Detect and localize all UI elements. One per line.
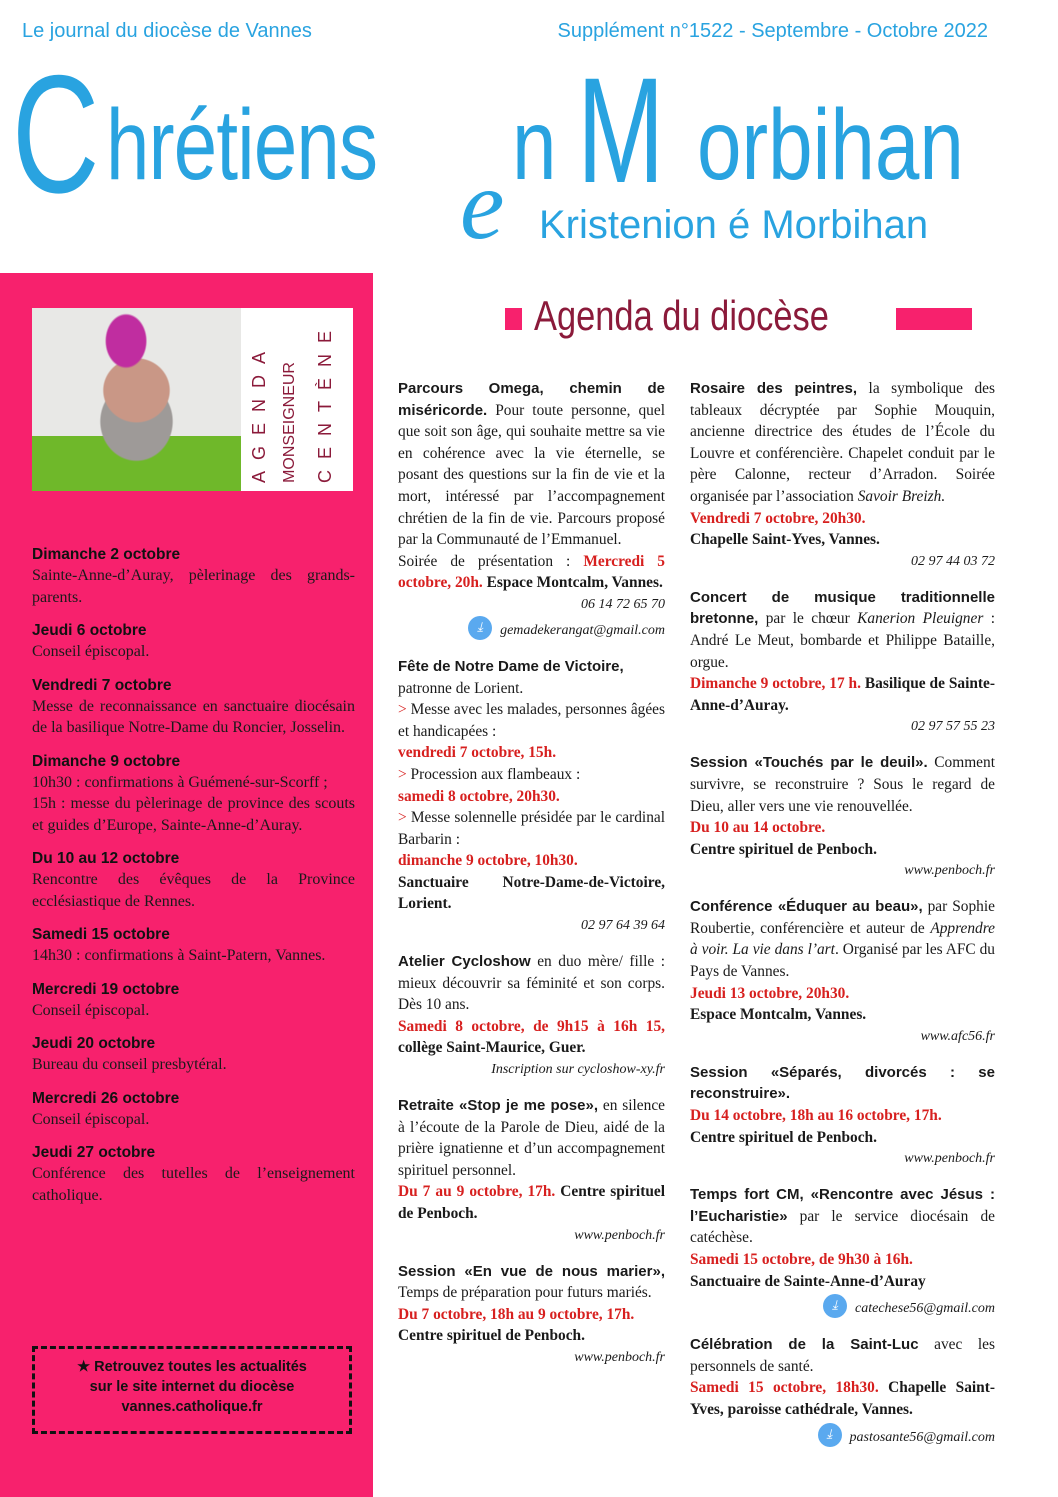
event-title: Parcours Omega, chemin de miséricorde.: [398, 380, 665, 419]
item-date: Vendredi 7 octobre: [32, 676, 172, 694]
event-date: Samedi 15 octobre, 18h30.: [690, 1379, 879, 1397]
item-date: Jeudi 6 octobre: [32, 622, 147, 639]
event-contact[interactable]: www.afc56.fr: [920, 1028, 995, 1044]
event-text: par le service diocésain de catéchèse.: [690, 1207, 995, 1247]
event-contact[interactable]: www.penboch.fr: [574, 1349, 665, 1365]
arrow-icon: >: [398, 765, 407, 783]
event-text-2: . Organisé par les AFC du Pays de Vannes.: [690, 941, 995, 981]
event-title: Session «Séparés, divorcés : se reconstruire».: [690, 1063, 995, 1103]
event-place: Chapelle Saint-Yves, Vannes.: [690, 531, 880, 549]
event-phone: 02 97 57 55 23: [911, 719, 995, 735]
item-date: Mercredi 26 octobre: [32, 1089, 180, 1107]
event-date-1: vendredi 7 octobre, 15h.: [398, 744, 557, 762]
event-text: Temps de préparation pour futurs mariés.: [398, 1284, 652, 1302]
event-place: Espace Montcalm, Vannes.: [482, 574, 663, 592]
event-separes: [690, 1062, 995, 1168]
photo-caption-box: [241, 308, 353, 491]
website-promo-box: [32, 1346, 352, 1434]
event-text: Pour toute personne, quel que soit son âge, qui souhaite mettre sa vie en cohérence avec la vie éternelle, se posant des questions sur la fin de vie et la mort, intéressé par l’accompagnement chrétien de la fin de vie. Parcours proposé par la Communauté de l’Emmanuel.: [398, 401, 665, 549]
event-italic: Savoir Breizh.: [857, 487, 946, 505]
arrow-icon: >: [398, 809, 407, 827]
item-date: Dimanche 9 octobre: [32, 752, 181, 770]
logo-letter-m: M: [577, 46, 665, 214]
event-place: Centre spirituel de Penboch.: [398, 1327, 585, 1345]
event-line-2: Procession aux flambeaux :: [406, 765, 581, 783]
event-date: Vendredi 7 octobre, 20h30.: [690, 509, 866, 527]
item-date: Du 10 au 12 octobre: [32, 850, 180, 867]
event-phone: 02 97 44 03 72: [911, 553, 995, 569]
list-item: [32, 545, 355, 608]
caption-monseigneur: MONSEIGNEUR: [281, 362, 298, 483]
event-title: Conférence «Éduquer au beau»,: [690, 898, 923, 916]
item-desc: Conseil épiscopal.: [32, 1110, 150, 1128]
event-title: Atelier Cycloshow: [398, 953, 531, 971]
list-item: [32, 925, 355, 967]
event-date: Samedi 15 octobre, de 9h30 à 16h.: [690, 1251, 913, 1268]
event-contact[interactable]: www.penboch.fr: [574, 1227, 665, 1243]
bishop-agenda-list: [32, 545, 355, 1219]
item-desc: 10h30 : confirmations à Guémené-sur-Scorff ;: [32, 773, 328, 791]
promo-line-2: sur le site internet du diocèse: [89, 1379, 295, 1395]
list-item: [32, 1143, 355, 1206]
event-text: patronne de Lorient.: [398, 679, 524, 697]
event-parcours-omega: [398, 378, 665, 640]
event-place: Basilique de Sainte-Anne-d’Auray.: [690, 675, 995, 714]
item-desc: Conseil épiscopal.: [32, 643, 150, 660]
event-title: Concert de musique traditionnelle bretonne,: [690, 588, 995, 628]
event-retraite: [398, 1095, 665, 1245]
event-italic: Apprendre à voir. La vie dans l’art: [690, 919, 995, 959]
event-date: Mercredi 5 octobre, 20h.: [398, 552, 665, 592]
logo-letter-c: C: [12, 40, 100, 228]
event-italic: Kanerion Pleuigner: [857, 610, 984, 628]
item-date: Jeudi 20 octobre: [32, 1035, 156, 1052]
event-email[interactable]: catechese56@gmail.com: [855, 1301, 995, 1317]
event-email[interactable]: gemadekerangat@gmail.com: [500, 622, 665, 638]
website-link[interactable]: vannes.catholique.fr: [121, 1399, 263, 1415]
event-temps-fort-cm: [690, 1184, 995, 1318]
logo-letter-e: e: [460, 149, 505, 260]
logo-word-morbihan: orbihan: [697, 89, 964, 201]
event-cycloshow: [398, 951, 665, 1079]
issue-label: Supplément n°1522 - Septembre - Octobre 2022: [557, 20, 988, 42]
event-text: en duo mère/ fille : mieux découvrir sa féminité et son corps. Dès 10 ans.: [398, 953, 665, 1014]
event-eduquer-au-beau: [690, 896, 995, 1046]
event-date: Du 10 au 14 octobre.: [690, 819, 826, 837]
event-place: Sanctuaire de Sainte-Anne-d’Auray: [690, 1272, 926, 1290]
event-title: Retraite «Stop je me pose»,: [398, 1097, 598, 1115]
event-contact[interactable]: www.penboch.fr: [904, 863, 995, 879]
section-title: [505, 286, 972, 346]
list-item: [32, 676, 355, 739]
list-item: [32, 621, 355, 663]
logo-letter-n: n: [512, 89, 557, 201]
event-notre-dame-victoire: [398, 656, 665, 935]
download-icon[interactable]: ⤓: [823, 1294, 847, 1318]
download-icon[interactable]: ⤓: [818, 1423, 842, 1447]
event-email[interactable]: pastosante56@gmail.com: [849, 1429, 995, 1445]
event-title: Session «Touchés par le deuil».: [690, 754, 928, 772]
event-title: Rosaire des peintres,: [690, 380, 858, 397]
event-text: la symbolique des tableaux décryptée par Sophie Mouquin, ancienne directrice des études de l’École du Louvre et conférencière. Chapelet conduit par le père Calonne, recteur d’Arradon. Soirée organisée par l’association: [690, 380, 995, 505]
list-item: [32, 980, 355, 1022]
event-place: collège Saint-Maurice, Guer.: [398, 1039, 586, 1057]
list-item: [32, 1089, 355, 1131]
event-saint-luc: [690, 1334, 995, 1446]
list-item: [32, 849, 355, 912]
agenda-column-1: [398, 378, 665, 1383]
event-text: en silence à l’écoute de la Parole de Dieu, aidé de la prière ignatienne et d’un accompagnement spirituel personnel.: [398, 1097, 665, 1179]
event-place: Espace Montcalm, Vannes.: [690, 1006, 867, 1024]
event-text: par le chœur: [758, 610, 858, 628]
event-title: Temps fort CM, «Rencontre avec Jésus : l’Eucharistie»: [690, 1186, 995, 1225]
item-desc: Rencontre des évêques de la Province ecclésiastique de Rennes.: [32, 871, 355, 910]
item-date: Mercredi 19 octobre: [32, 980, 180, 998]
download-icon[interactable]: ⤓: [468, 616, 492, 640]
list-item: [32, 1034, 355, 1076]
event-place: Centre spirituel de Penboch.: [398, 1183, 666, 1222]
item-desc: Sainte-Anne-d’Auray, pèlerinage des grands-parents.: [32, 567, 355, 606]
event-place: Centre spirituel de Penboch.: [690, 1128, 877, 1146]
item-desc: Messe de reconnaissance en sanctuaire diocésain de la basilique Notre-Dame du Roncier, Josselin.: [32, 697, 355, 736]
event-date: Jeudi 13 octobre, 20h30.: [690, 984, 850, 1002]
list-item: [32, 752, 355, 837]
event-text: par Sophie Roubertie, conférencière et auteur de: [690, 898, 995, 937]
event-line-1: Messe avec les malades, personnes âgées et handicapées :: [398, 701, 665, 740]
agenda-column-2: [690, 378, 995, 1463]
event-phone: 06 14 72 65 70: [581, 596, 665, 612]
logo-subtitle: Kristenion é Morbihan: [539, 203, 929, 247]
event-title: Session «En vue de nous marier»,: [398, 1262, 665, 1280]
event-title: Fête de Notre Dame de Victoire,: [398, 657, 624, 675]
event-text: avec les personnels de santé.: [690, 1336, 995, 1375]
item-desc: Conseil épiscopal.: [32, 1001, 150, 1019]
event-date: Dimanche 9 octobre, 17 h.: [690, 675, 861, 693]
caption-centene: CENTÈNE: [315, 319, 335, 483]
title-square-decoration: [505, 308, 522, 330]
event-marier: [398, 1261, 665, 1367]
event-contact[interactable]: www.penboch.fr: [904, 1151, 995, 1167]
caption-agenda: AGENDA: [249, 340, 269, 483]
event-date: Du 14 octobre, 18h au 16 octobre, 17h.: [690, 1107, 942, 1125]
event-deuil: [690, 752, 995, 880]
item-desc: 14h30 : confirmations à Saint-Patern, Vannes.: [32, 947, 326, 964]
journal-label: Le journal du diocèse de Vannes: [22, 20, 312, 42]
item-desc: Conférence des tutelles de l’enseignement catholique.: [32, 1165, 355, 1204]
item-desc-2: 15h : messe du pèlerinage de province des scouts et guides d’Europe, Sainte-Anne-d’Auray.: [32, 795, 355, 834]
event-place: Sanctuaire Notre-Dame-de-Victoire, Lorient.: [398, 873, 665, 913]
event-concert: [690, 587, 995, 737]
event-phone: 02 97 64 39 64: [581, 918, 665, 934]
event-place: Chapelle Saint-Yves, paroisse cathédrale, Vannes.: [690, 1379, 995, 1418]
event-text-2: : André Le Meut, bombarde et Philippe Bataille, orgue.: [690, 610, 995, 671]
event-line-3: Messe solennelle présidée par le cardinal Barbarin :: [398, 809, 665, 848]
event-rosaire: [690, 378, 995, 571]
item-desc: Bureau du conseil presbytéral.: [32, 1056, 227, 1073]
event-contact[interactable]: Inscription sur cycloshow-xy.fr: [491, 1062, 665, 1078]
event-text: Comment survivre, se reconstruire ? Sous le regard de Dieu, aller vers une vie renouvellée.: [690, 754, 995, 815]
agenda-title: Agenda du diocèse: [534, 292, 829, 339]
event-date-3: dimanche 9 octobre, 10h30.: [398, 852, 578, 870]
promo-line-1: Retrouvez toutes les actualités: [94, 1359, 307, 1375]
event-date: Du 7 octobre, 18h au 9 octobre, 17h.: [398, 1305, 635, 1323]
arrow-icon: >: [398, 701, 407, 719]
bishop-photo: [32, 308, 241, 491]
title-bar-decoration: [896, 308, 972, 330]
logo-word-chretiens: hrétiens: [106, 89, 378, 201]
item-date: Samedi 15 octobre: [32, 926, 170, 943]
item-date: Dimanche 2 octobre: [32, 546, 181, 563]
event-title: Célébration de la Saint-Luc: [690, 1336, 919, 1354]
event-place: Centre spirituel de Penboch.: [690, 840, 877, 858]
event-date-2: samedi 8 octobre, 20h30.: [398, 787, 560, 805]
star-icon: ★: [77, 1359, 91, 1375]
event-date: Du 7 au 9 octobre, 17h.: [398, 1183, 556, 1201]
event-date: Samedi 8 octobre, de 9h15 à 16h 15,: [398, 1017, 665, 1035]
masthead-logo: [12, 40, 1052, 260]
event-pre: Soirée de présentation :: [398, 552, 584, 570]
item-date: Jeudi 27 octobre: [32, 1144, 156, 1161]
